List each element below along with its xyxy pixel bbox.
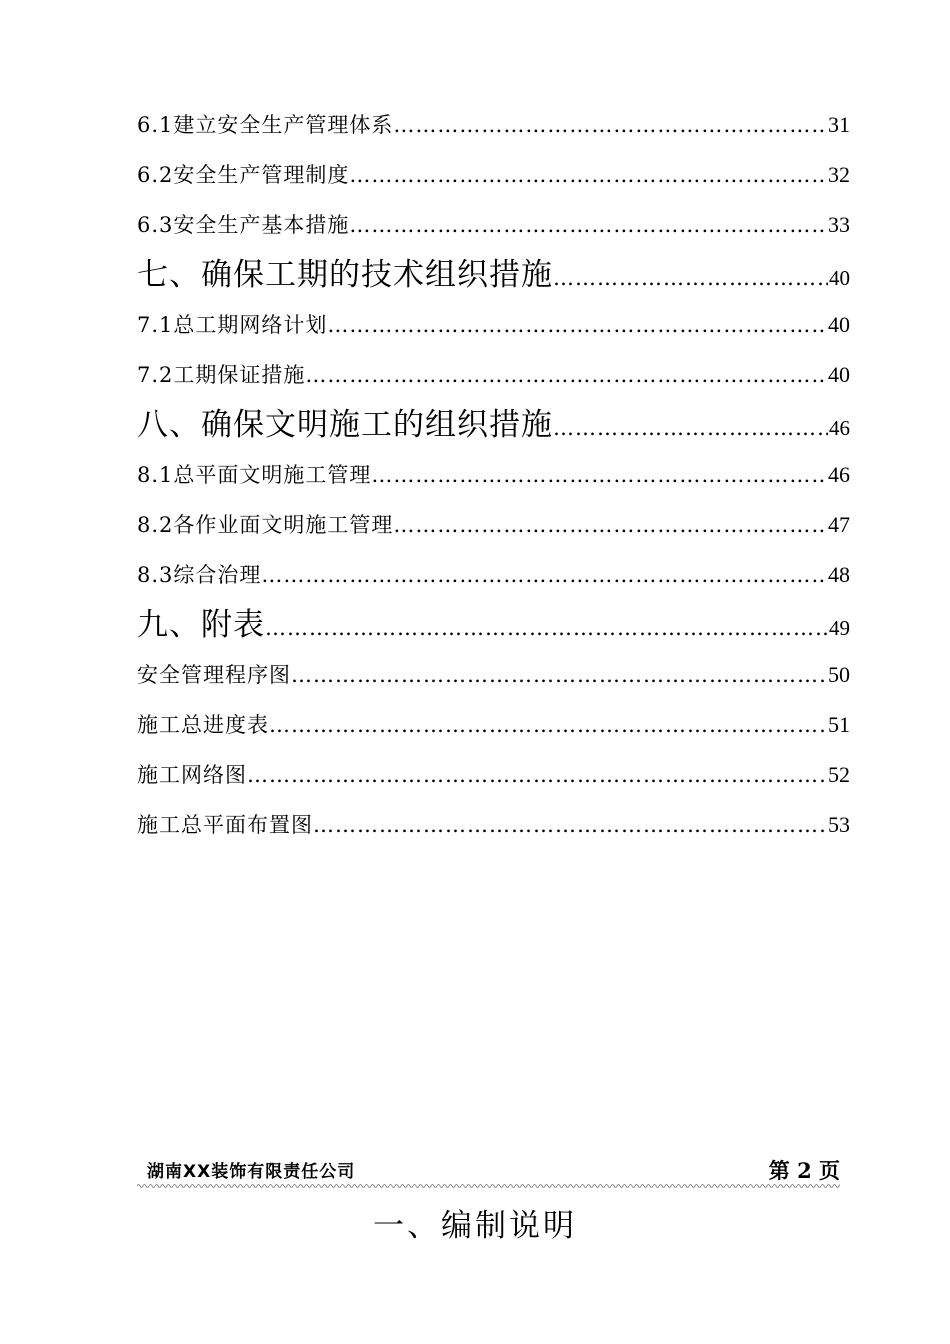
toc-chapter-label: 七、确保工期的技术组织措施 (137, 257, 553, 293)
toc-dot-leader (553, 253, 828, 300)
toc-entry-label: 7.1总工期网络计划 (137, 313, 328, 337)
toc-entry-schedule[interactable] (137, 700, 850, 750)
toc-dot-leader (349, 150, 827, 200)
toc-chapter-label: 九、附表 (137, 607, 265, 643)
toc-entry-8-1[interactable] (137, 450, 850, 500)
footer-wavy-rule (137, 1183, 840, 1189)
toc-entry-label: 7.2工期保证措施 (137, 363, 306, 387)
toc-page-number: 33 (828, 212, 850, 237)
toc-page-number: 47 (828, 512, 850, 537)
toc-page-number: 40 (828, 362, 850, 387)
toc-entry-safety-chart[interactable] (137, 650, 850, 700)
toc-page-number: 53 (828, 812, 850, 837)
toc-entry-label: 安全管理程序图 (137, 663, 291, 687)
toc-page-number: 40 (828, 312, 850, 337)
toc-entry-8-3[interactable] (137, 550, 850, 600)
toc-entry-label: 施工总平面布置图 (137, 813, 313, 837)
toc-dot-leader (261, 550, 827, 600)
toc-entry-network[interactable] (137, 750, 850, 800)
toc-chapter-9[interactable] (137, 600, 850, 650)
toc-page-number: 32 (828, 162, 850, 187)
toc-entry-label: 8.3综合治理 (137, 563, 262, 587)
toc-page-number: 49 (829, 616, 850, 640)
toc-dot-leader (327, 300, 827, 350)
toc-page-number: 31 (828, 112, 850, 137)
toc-entry-label: 施工网络图 (137, 763, 247, 787)
toc-page-number: 46 (828, 462, 850, 487)
footer-page-number: 第 2 页 (768, 1158, 840, 1183)
toc-dot-leader (265, 603, 828, 650)
toc-dot-leader (305, 350, 827, 400)
toc-entry-6-3[interactable] (137, 200, 850, 250)
toc-chapter-label: 八、确保文明施工的组织措施 (137, 407, 553, 443)
table-of-contents (137, 100, 850, 850)
toc-entry-label: 6.3安全生产基本措施 (137, 213, 350, 237)
footer-company-name: 湖南XX装饰有限责任公司 (147, 1162, 356, 1182)
toc-dot-leader (371, 450, 827, 500)
toc-dot-leader (247, 750, 827, 800)
toc-entry-6-1[interactable] (137, 100, 850, 150)
toc-dot-leader (313, 800, 827, 850)
toc-entry-7-1[interactable] (137, 300, 850, 350)
toc-entry-label: 8.1总平面文明施工管理 (137, 463, 372, 487)
toc-page-number: 40 (829, 266, 850, 290)
toc-entry-6-2[interactable] (137, 150, 850, 200)
toc-page-number: 52 (828, 762, 850, 787)
toc-entry-site-layout[interactable] (137, 800, 850, 850)
toc-entry-7-2[interactable] (137, 350, 850, 400)
toc-page-number: 51 (828, 712, 850, 737)
toc-dot-leader (269, 700, 827, 750)
toc-entry-label: 8.2各作业面文明施工管理 (137, 513, 394, 537)
toc-dot-leader (393, 500, 827, 550)
toc-entry-label: 6.1建立安全生产管理体系 (137, 113, 394, 137)
section-heading: 一、编制说明 (373, 1208, 577, 1244)
toc-page-number: 48 (828, 562, 850, 587)
toc-chapter-8[interactable] (137, 400, 850, 450)
toc-entry-8-2[interactable] (137, 500, 850, 550)
toc-page-number: 46 (829, 416, 850, 440)
toc-entry-label: 施工总进度表 (137, 713, 269, 737)
page-footer (137, 1155, 840, 1185)
toc-chapter-7[interactable] (137, 250, 850, 300)
toc-entry-label: 6.2安全生产管理制度 (137, 163, 350, 187)
toc-dot-leader (393, 100, 827, 150)
toc-page-number: 50 (828, 662, 850, 687)
toc-dot-leader (349, 200, 827, 250)
toc-dot-leader (553, 403, 828, 450)
toc-dot-leader (291, 650, 827, 700)
